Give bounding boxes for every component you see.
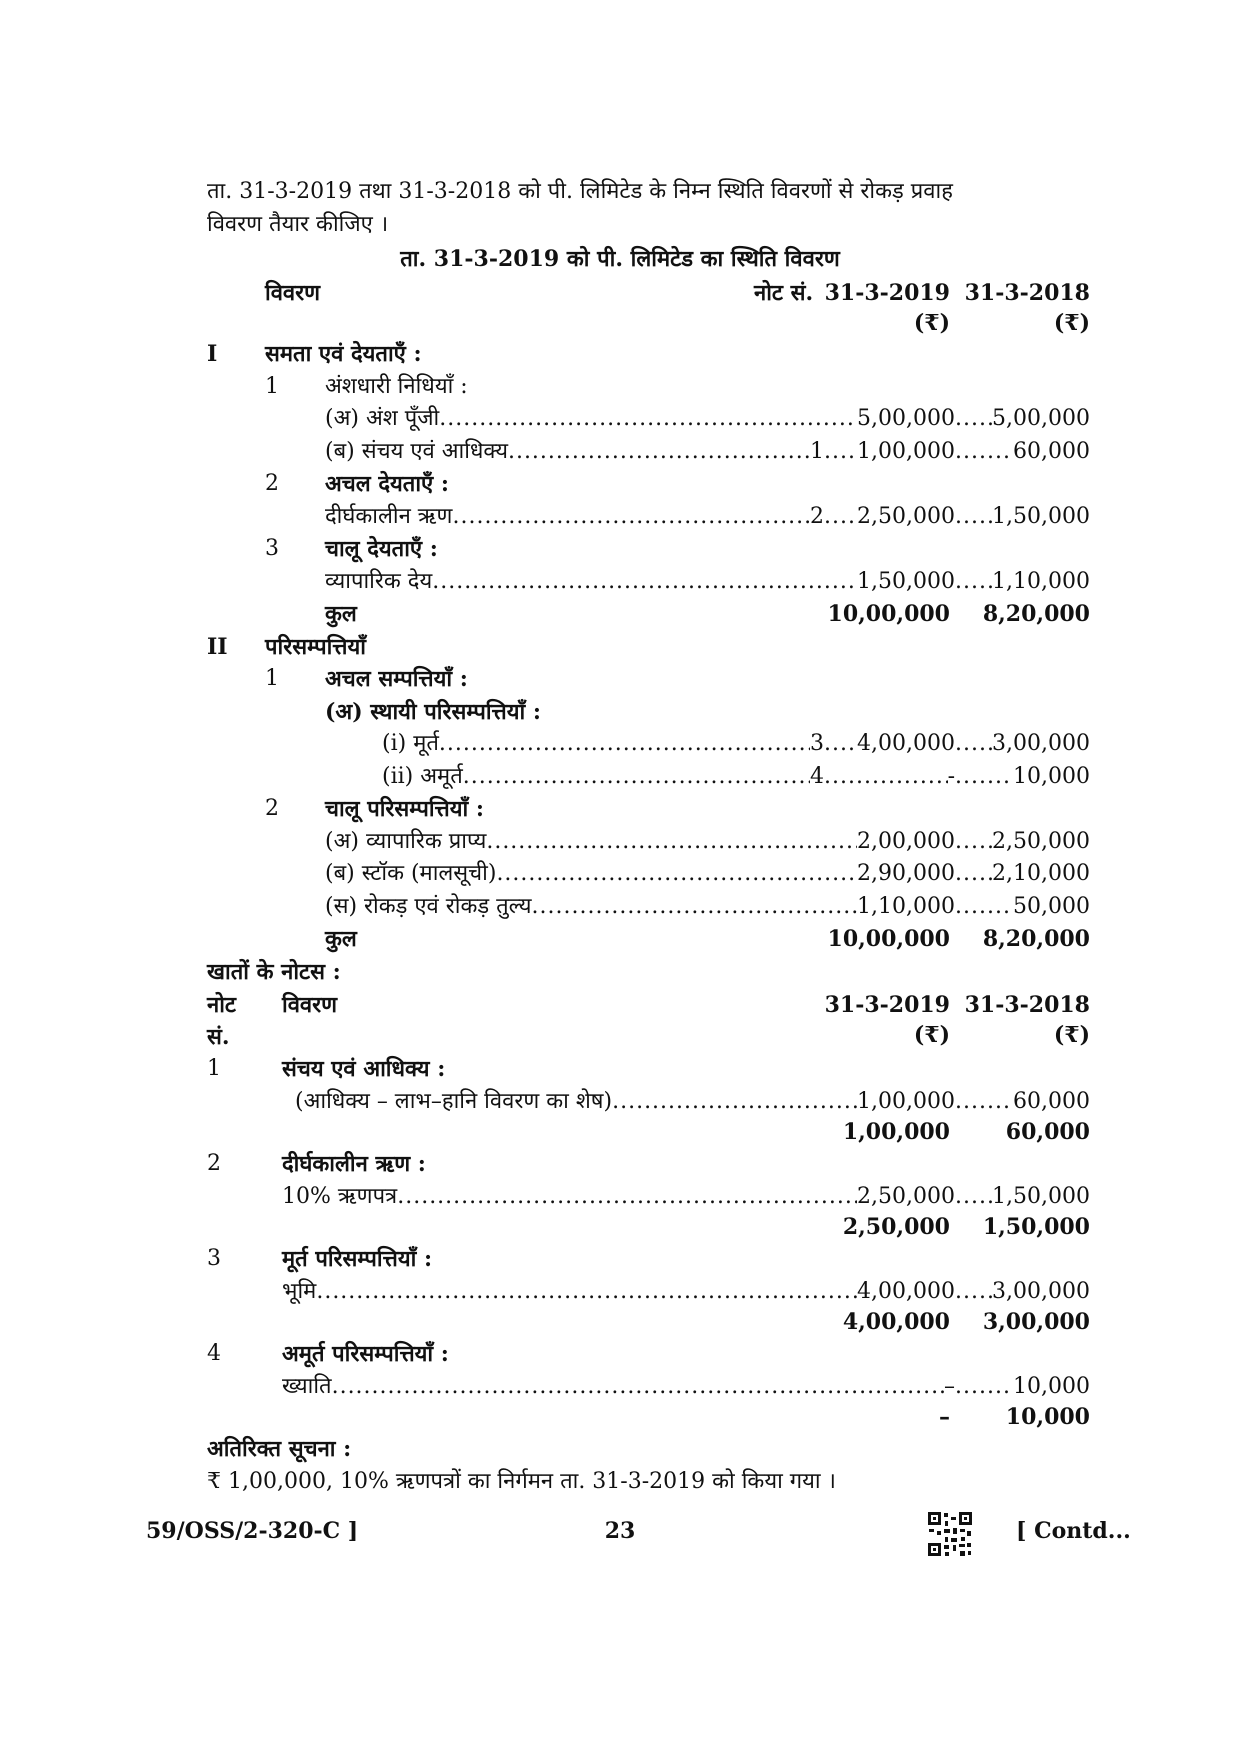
section-1-total-label: कुल [325,601,357,627]
note-4-line: ख्याति ..... – [282,1376,955,1398]
note-1-line: (आधिक्य – लाभ–हानि विवरण का शेष) ..... 1,00,000 [295,1091,955,1113]
notes-header-note2: सं. [207,1024,230,1050]
note-1-line-prev: ..... 60,000 [955,1091,1090,1113]
note-2-total-v2: 1,50,000 [982,1214,1090,1240]
bs-row-share-capital-prev: ..... 5,00,000 [955,408,1090,430]
footer-contd: [ Contd... [1016,1518,1131,1544]
bs-row-trade-payables: व्यापारिक देय ..... 1,50,000 [325,571,955,593]
intro-line-1: ता. 31-3-2019 तथा 31-3-2018 को पी. लिमिटेड के निम्न स्थिति विवरणों से रोकड़ प्रवाह [207,179,953,204]
bs-row-tangible-val: 3 ..... 4,00,000 [810,733,955,755]
group-1-1-title: अंशधारी निधियाँ : [325,374,468,399]
bs-row-long-term-loan-prev: ..... 1,50,000 [955,506,1090,528]
section-2-total-v1: 10,00,000 [827,926,950,952]
bs-header-year2: 31-3-2018 [964,280,1090,306]
footer-paper-code: 59/OSS/2-320-C ] [146,1518,359,1544]
note-1-title: संचय एवं आधिक्य : [282,1056,446,1082]
note-1-total-v1: 1,00,000 [842,1119,950,1145]
group-1-2-num: 2 [265,471,279,496]
group-2-1-title: अचल सम्पत्तियाँ : [325,666,468,692]
bs-row-share-capital: (अ) अंश पूँजी ..... 5,00,000 [325,408,955,430]
qr-code-icon [927,1511,973,1557]
additional-title: अतिरिक्त सूचना : [207,1436,352,1462]
bs-row-reserves-prev: ..... 60,000 [955,441,1090,463]
group-2-2-num: 2 [265,796,279,821]
bs-row-cash-prev: ..... 50,000 [955,896,1090,918]
bs-row-reserves: (ब) संचय एवं आधिक्य ..... [325,441,810,463]
note-3-total-v1: 4,00,000 [842,1309,950,1335]
notes-header-note: नोट [207,992,236,1018]
note-4-total-v2: 10,000 [1005,1404,1090,1430]
bs-row-intangible: (ii) अमूर्त ..... [382,766,810,788]
bs-header-particulars: विवरण [265,280,321,306]
note-2-line: 10% ऋणपत्र ..... 2,50,000 [282,1186,955,1208]
note-3-line: भूमि ..... 4,00,000 [282,1281,955,1303]
note-1-total-v2: 60,000 [1005,1119,1090,1145]
additional-text: ₹ 1,00,000, 10% ऋणपत्रों का निर्गमन ता. 31-3-2019 को किया गया । [207,1469,836,1494]
note-3-line-prev: ..... 3,00,000 [955,1281,1090,1303]
bs-row-tangible: (i) मूर्त ..... [382,733,810,755]
notes-header-unit2: (₹) [1053,1022,1090,1048]
bs-row-tangible-prev: ..... 3,00,000 [955,733,1090,755]
note-2-num: 2 [207,1151,221,1176]
bs-row-stock: (ब) स्टॉक (मालसूची) ..... 2,90,000 [325,863,955,885]
section-2-total-v2: 8,20,000 [982,926,1090,952]
bs-row-intangible-prev: ..... 10,000 [955,766,1090,788]
note-2-line-prev: ..... 1,50,000 [955,1186,1090,1208]
section-2-total-label: कुल [325,926,357,952]
note-4-num: 4 [207,1341,221,1366]
note-2-total-v1: 2,50,000 [842,1214,950,1240]
section-1-roman: I [207,341,218,367]
section-2-roman: II [207,634,228,660]
notes-title: खातों के नोटस : [207,959,341,985]
note-3-num: 3 [207,1246,221,1271]
notes-header-year1: 31-3-2019 [824,992,950,1018]
group-1-1-num: 1 [265,374,279,399]
group-2-1-num: 1 [265,666,279,691]
section-1-total-v2: 8,20,000 [982,601,1090,627]
section-2-title: परिसम्पत्तियाँ [265,634,366,660]
note-4-title: अमूर्त परिसम्पत्तियाँ : [282,1341,449,1367]
notes-header-particulars: विवरण [282,992,338,1018]
footer-page-number: 23 [604,1518,636,1544]
balance-sheet-title: ता. 31-3-2019 को पी. लिमिटेड का स्थिति विवरण [400,246,840,272]
notes-header-year2: 31-3-2018 [964,992,1090,1018]
bs-row-stock-prev: ..... 2,10,000 [955,863,1090,885]
bs-row-reserves-val: 1 ..... 1,00,000 [810,441,955,463]
group-2-2-title: चालू परिसम्पत्तियाँ : [325,796,484,822]
bs-row-long-term-loan-val: 2 ..... 2,50,000 [810,506,955,528]
bs-row-intangible-val: 4 ..... - [810,766,955,788]
section-1-total-v1: 10,00,000 [827,601,950,627]
group-1-3-title: चालू देयताएँ : [325,536,438,562]
bs-row-cash: (स) रोकड़ एवं रोकड़ तुल्य ..... 1,10,000 [325,896,955,918]
note-1-num: 1 [207,1056,221,1081]
bs-header-unit1: (₹) [913,310,950,336]
note-2-title: दीर्घकालीन ऋण : [282,1151,426,1177]
group-1-3-num: 3 [265,536,279,561]
bs-row-trade-receivables-prev: ..... 2,50,000 [955,831,1090,853]
note-3-total-v2: 3,00,000 [982,1309,1090,1335]
bs-row-trade-receivables: (अ) व्यापारिक प्राप्य ..... 2,00,000 [325,831,955,853]
notes-header-unit1: (₹) [913,1022,950,1048]
section-1-title: समता एवं देयताएँ : [265,341,422,367]
bs-row-long-term-loan: दीर्घकालीन ऋण ..... [325,506,810,528]
note-3-title: मूर्त परिसम्पत्तियाँ : [282,1246,433,1272]
bs-header-unit2: (₹) [1053,310,1090,336]
bs-header-note-no: नोट सं. [754,280,814,306]
group-1-2-title: अचल देयताएँ : [325,471,449,497]
intro-line-2: विवरण तैयार कीजिए । [207,212,389,237]
bs-header-year1: 31-3-2019 [824,280,950,306]
note-4-line-prev: ..... 10,000 [955,1376,1090,1398]
note-4-total-v1: – [939,1404,950,1430]
group-2-1-sub: (अ) स्थायी परिसम्पत्तियाँ : [325,699,541,725]
bs-row-trade-payables-prev: ..... 1,10,000 [955,571,1090,593]
